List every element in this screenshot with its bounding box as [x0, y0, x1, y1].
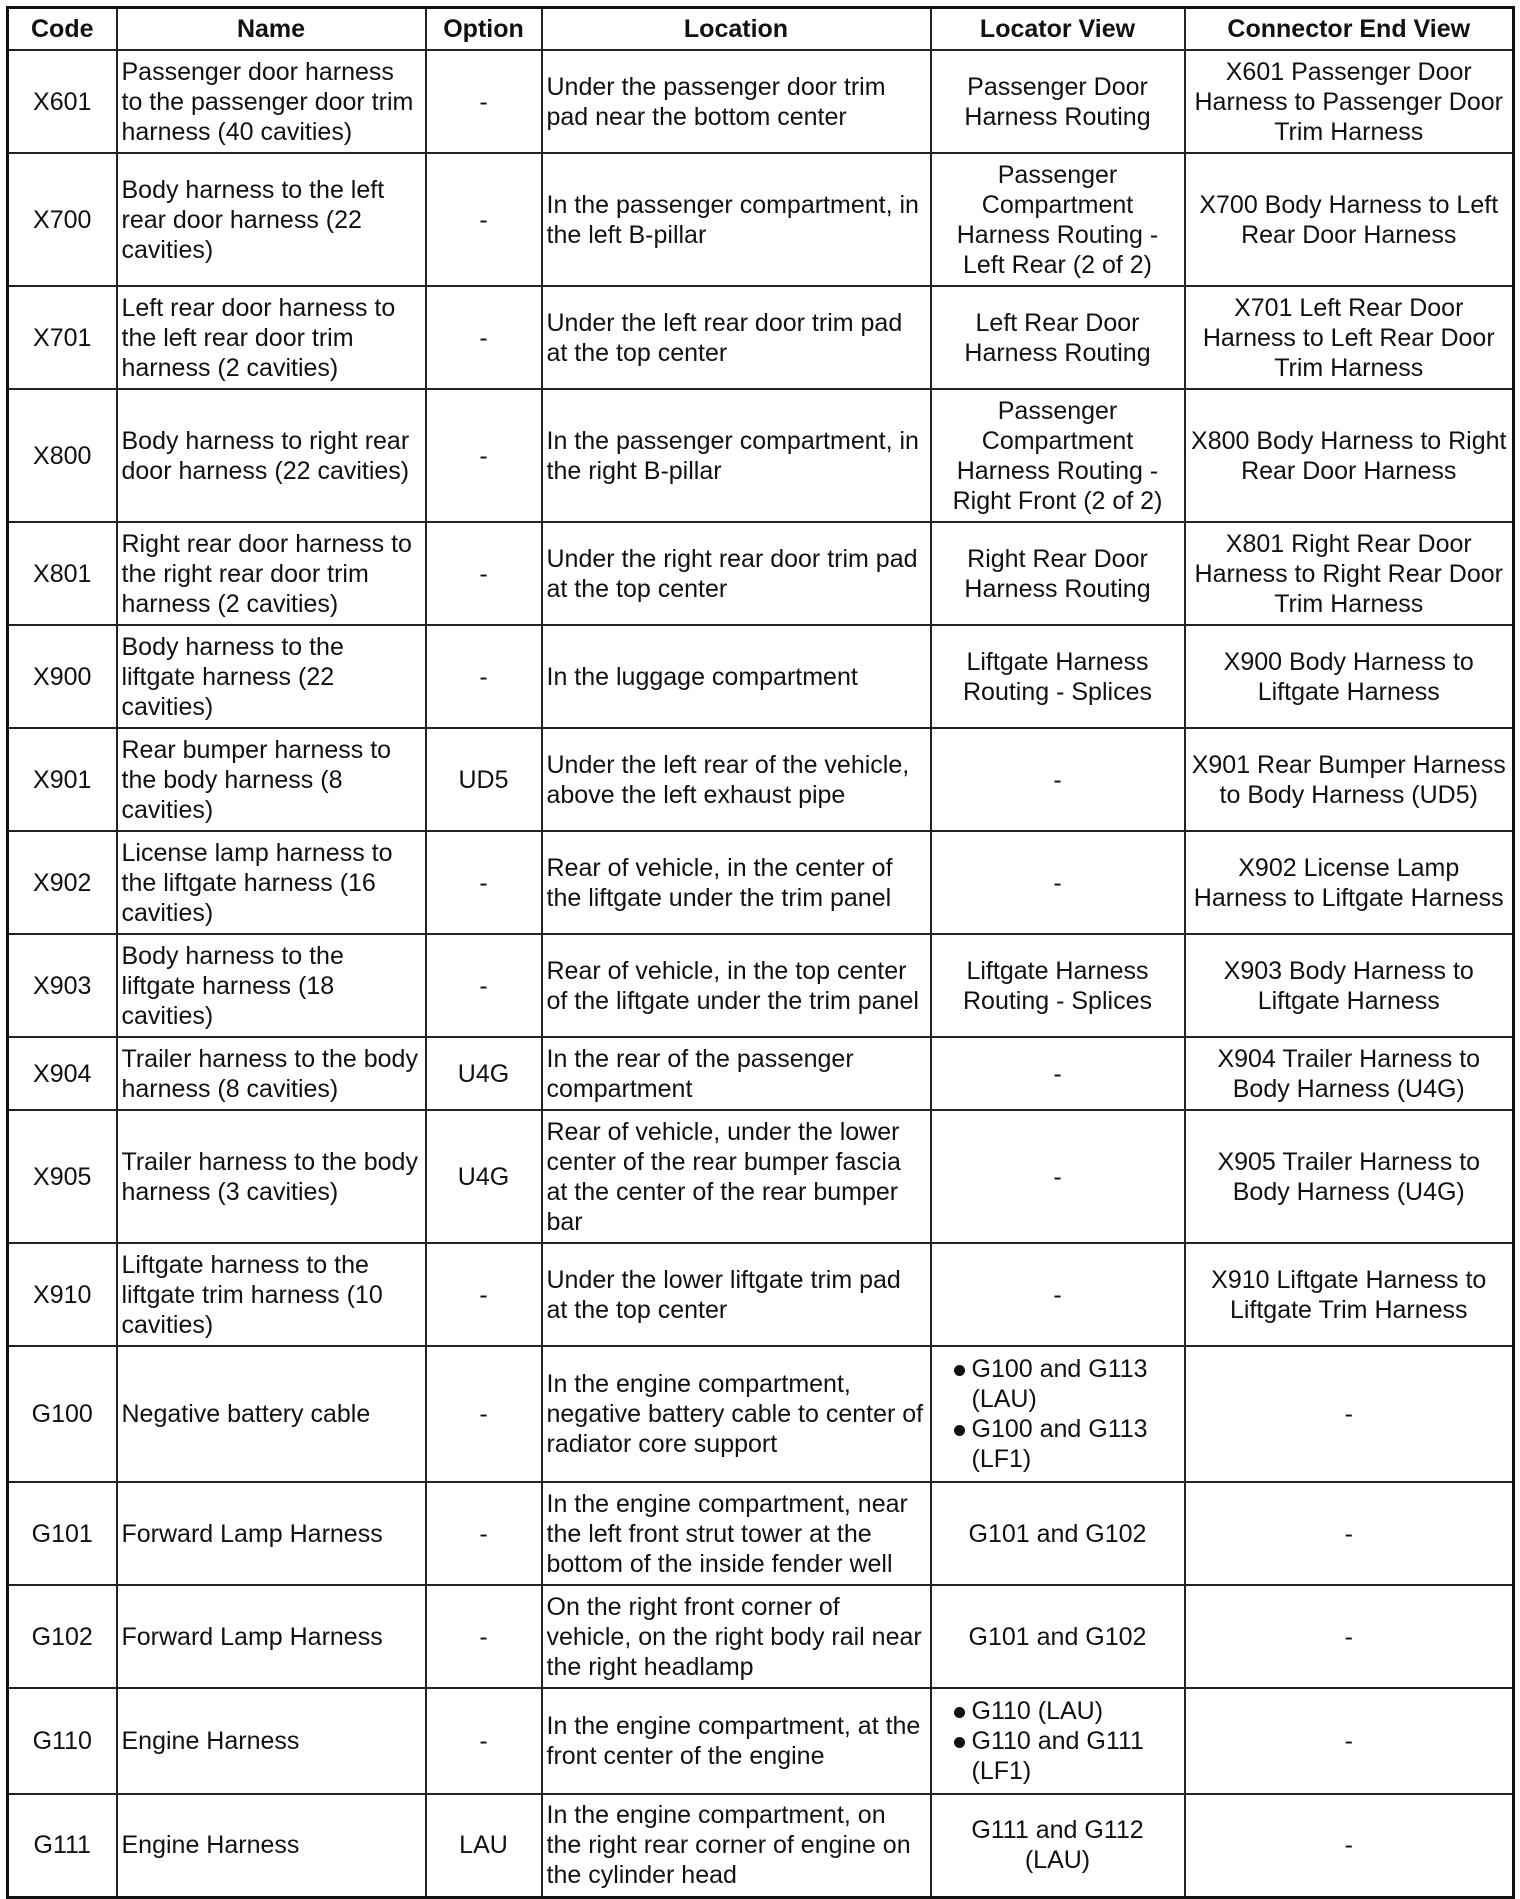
cell-locator-view: -	[931, 1110, 1185, 1243]
cell-locator-view: -	[931, 1037, 1185, 1110]
cell-connector-end-view: X800 Body Harness to Right Rear Door Harness	[1185, 389, 1514, 522]
cell-name: Forward Lamp Harness	[117, 1482, 426, 1585]
cell-name: Body harness to right rear door harness (22 cavities)	[117, 389, 426, 522]
cell-location: Rear of vehicle, under the lower center of the rear bumper fascia at the center of the rear bumper bar	[542, 1110, 931, 1243]
cell-name: Right rear door harness to the right rear door trim harness (2 cavities)	[117, 522, 426, 625]
header-option: Option	[426, 8, 542, 51]
cell-name: Body harness to the left rear door harness (22 cavities)	[117, 153, 426, 286]
cell-connector-end-view: X701 Left Rear Door Harness to Left Rear Door Trim Harness	[1185, 286, 1514, 389]
table-row	[8, 1243, 1514, 1346]
cell-option: U4G	[426, 1037, 542, 1110]
cell-code: X601	[8, 50, 117, 153]
cell-code: X701	[8, 286, 117, 389]
table-container	[6, 6, 1515, 1899]
cell-code: G101	[8, 1482, 117, 1585]
cell-location: In the engine compartment, near the left front strut tower at the bottom of the inside fender well	[542, 1482, 931, 1585]
cell-code: X902	[8, 831, 117, 934]
cell-locator-view: Passenger Compartment Harness Routing - Left Rear (2 of 2)	[931, 153, 1185, 286]
cell-locator-view	[931, 1346, 1185, 1482]
cell-location: In the luggage compartment	[542, 625, 931, 728]
cell-connector-end-view: X904 Trailer Harness to Body Harness (U4G)	[1185, 1037, 1514, 1110]
table-row	[8, 728, 1514, 831]
cell-option: -	[426, 831, 542, 934]
cell-locator-view: Passenger Compartment Harness Routing - Right Front (2 of 2)	[931, 389, 1185, 522]
cell-location: In the engine compartment, on the right rear corner of engine on the cylinder head	[542, 1794, 931, 1897]
cell-locator-view: -	[931, 728, 1185, 831]
bullet-icon	[954, 1737, 965, 1748]
cell-code: G110	[8, 1688, 117, 1794]
cell-connector-end-view: -	[1185, 1482, 1514, 1585]
cell-connector-end-view: X900 Body Harness to Liftgate Harness	[1185, 625, 1514, 728]
cell-location: Under the right rear door trim pad at the top center	[542, 522, 931, 625]
cell-connector-end-view: -	[1185, 1585, 1514, 1688]
cell-location: In the engine compartment, negative battery cable to center of radiator core support	[542, 1346, 931, 1482]
connector-table	[6, 6, 1515, 1899]
cell-locator-view	[931, 1688, 1185, 1794]
cell-connector-end-view: X601 Passenger Door Harness to Passenger Door Trim Harness	[1185, 50, 1514, 153]
table-row	[8, 1688, 1514, 1794]
cell-code: X801	[8, 522, 117, 625]
cell-locator-view: -	[931, 1243, 1185, 1346]
cell-name: Engine Harness	[117, 1688, 426, 1794]
cell-option: -	[426, 1346, 542, 1482]
locator-view-list-item	[936, 1414, 1180, 1474]
cell-option: -	[426, 522, 542, 625]
cell-location: Rear of vehicle, in the top center of the liftgate under the trim panel	[542, 934, 931, 1037]
cell-location: Under the passenger door trim pad near the bottom center	[542, 50, 931, 153]
table-row	[8, 522, 1514, 625]
table-row	[8, 1585, 1514, 1688]
table-row	[8, 831, 1514, 934]
cell-code: G100	[8, 1346, 117, 1482]
cell-name: License lamp harness to the liftgate harness (16 cavities)	[117, 831, 426, 934]
locator-view-text: G110 (LAU)	[971, 1697, 1104, 1725]
cell-option: -	[426, 625, 542, 728]
cell-location: In the rear of the passenger compartment	[542, 1037, 931, 1110]
cell-name: Liftgate harness to the liftgate trim harness (10 cavities)	[117, 1243, 426, 1346]
cell-name: Left rear door harness to the left rear door trim harness (2 cavities)	[117, 286, 426, 389]
table-row	[8, 1794, 1514, 1897]
table-row	[8, 389, 1514, 522]
cell-locator-view: Liftgate Harness Routing - Splices	[931, 625, 1185, 728]
cell-location: Under the lower liftgate trim pad at the top center	[542, 1243, 931, 1346]
bullet-icon	[954, 1707, 965, 1718]
header-connector-end-view: Connector End View	[1185, 8, 1514, 51]
cell-option: -	[426, 1688, 542, 1794]
cell-location: Under the left rear door trim pad at the top center	[542, 286, 931, 389]
table-row	[8, 625, 1514, 728]
header-name: Name	[117, 8, 426, 51]
table-row	[8, 1037, 1514, 1110]
locator-view-text: G100 and G113 (LAU)	[971, 1355, 1148, 1413]
locator-view-text: G110 and G111 (LF1)	[971, 1727, 1144, 1785]
cell-connector-end-view: X910 Liftgate Harness to Liftgate Trim Harness	[1185, 1243, 1514, 1346]
cell-name: Body harness to the liftgate harness (22 cavities)	[117, 625, 426, 728]
cell-connector-end-view: X801 Right Rear Door Harness to Right Rear Door Trim Harness	[1185, 522, 1514, 625]
cell-connector-end-view: X700 Body Harness to Left Rear Door Harness	[1185, 153, 1514, 286]
cell-option: -	[426, 1243, 542, 1346]
cell-option: -	[426, 50, 542, 153]
cell-name: Passenger door harness to the passenger door trim harness (40 cavities)	[117, 50, 426, 153]
cell-connector-end-view: -	[1185, 1346, 1514, 1482]
cell-code: X905	[8, 1110, 117, 1243]
cell-code: G111	[8, 1794, 117, 1897]
table-row	[8, 1346, 1514, 1482]
cell-locator-view: G101 and G102	[931, 1585, 1185, 1688]
cell-option: -	[426, 389, 542, 522]
cell-code: X910	[8, 1243, 117, 1346]
cell-connector-end-view: X901 Rear Bumper Harness to Body Harness (UD5)	[1185, 728, 1514, 831]
cell-option: -	[426, 286, 542, 389]
bullet-icon	[954, 1425, 965, 1436]
cell-connector-end-view: -	[1185, 1688, 1514, 1794]
cell-option: U4G	[426, 1110, 542, 1243]
cell-code: X901	[8, 728, 117, 831]
cell-name: Negative battery cable	[117, 1346, 426, 1482]
locator-view-list	[936, 1696, 1180, 1786]
cell-locator-view: G111 and G112 (LAU)	[931, 1794, 1185, 1897]
locator-view-list	[936, 1354, 1180, 1474]
locator-view-text: G100 and G113 (LF1)	[971, 1415, 1148, 1473]
table-row	[8, 934, 1514, 1037]
cell-name: Rear bumper harness to the body harness (8 cavities)	[117, 728, 426, 831]
cell-connector-end-view: X905 Trailer Harness to Body Harness (U4G)	[1185, 1110, 1514, 1243]
cell-locator-view: Passenger Door Harness Routing	[931, 50, 1185, 153]
cell-code: X903	[8, 934, 117, 1037]
cell-location: In the engine compartment, at the front center of the engine	[542, 1688, 931, 1794]
table-row	[8, 1110, 1514, 1243]
locator-view-list-item	[936, 1354, 1180, 1414]
cell-locator-view: Right Rear Door Harness Routing	[931, 522, 1185, 625]
header-code: Code	[8, 8, 117, 51]
cell-code: X900	[8, 625, 117, 728]
header-location: Location	[542, 8, 931, 51]
cell-location: In the passenger compartment, in the right B-pillar	[542, 389, 931, 522]
cell-code: X904	[8, 1037, 117, 1110]
cell-option: -	[426, 934, 542, 1037]
cell-location: In the passenger compartment, in the left B-pillar	[542, 153, 931, 286]
cell-locator-view: Left Rear Door Harness Routing	[931, 286, 1185, 389]
cell-location: On the right front corner of vehicle, on the right body rail near the right headlamp	[542, 1585, 931, 1688]
bullet-icon	[954, 1365, 965, 1376]
cell-name: Engine Harness	[117, 1794, 426, 1897]
cell-option: UD5	[426, 728, 542, 831]
cell-option: -	[426, 1482, 542, 1585]
cell-name: Body harness to the liftgate harness (18 cavities)	[117, 934, 426, 1037]
cell-name: Forward Lamp Harness	[117, 1585, 426, 1688]
cell-code: X800	[8, 389, 117, 522]
cell-name: Trailer harness to the body harness (8 cavities)	[117, 1037, 426, 1110]
cell-location: Rear of vehicle, in the center of the liftgate under the trim panel	[542, 831, 931, 934]
table-row	[8, 153, 1514, 286]
table-row	[8, 50, 1514, 153]
cell-name: Trailer harness to the body harness (3 cavities)	[117, 1110, 426, 1243]
cell-code: G102	[8, 1585, 117, 1688]
table-row	[8, 286, 1514, 389]
cell-location: Under the left rear of the vehicle, above the left exhaust pipe	[542, 728, 931, 831]
cell-connector-end-view: X903 Body Harness to Liftgate Harness	[1185, 934, 1514, 1037]
cell-connector-end-view: -	[1185, 1794, 1514, 1897]
cell-connector-end-view: X902 License Lamp Harness to Liftgate Harness	[1185, 831, 1514, 934]
cell-code: X700	[8, 153, 117, 286]
cell-option: LAU	[426, 1794, 542, 1897]
locator-view-list-item	[936, 1696, 1180, 1726]
cell-option: -	[426, 153, 542, 286]
table-row	[8, 1482, 1514, 1585]
locator-view-list-item	[936, 1726, 1180, 1786]
header-row	[8, 8, 1514, 51]
cell-locator-view: G101 and G102	[931, 1482, 1185, 1585]
cell-option: -	[426, 1585, 542, 1688]
cell-locator-view: Liftgate Harness Routing - Splices	[931, 934, 1185, 1037]
header-locator-view: Locator View	[931, 8, 1185, 51]
cell-locator-view: -	[931, 831, 1185, 934]
